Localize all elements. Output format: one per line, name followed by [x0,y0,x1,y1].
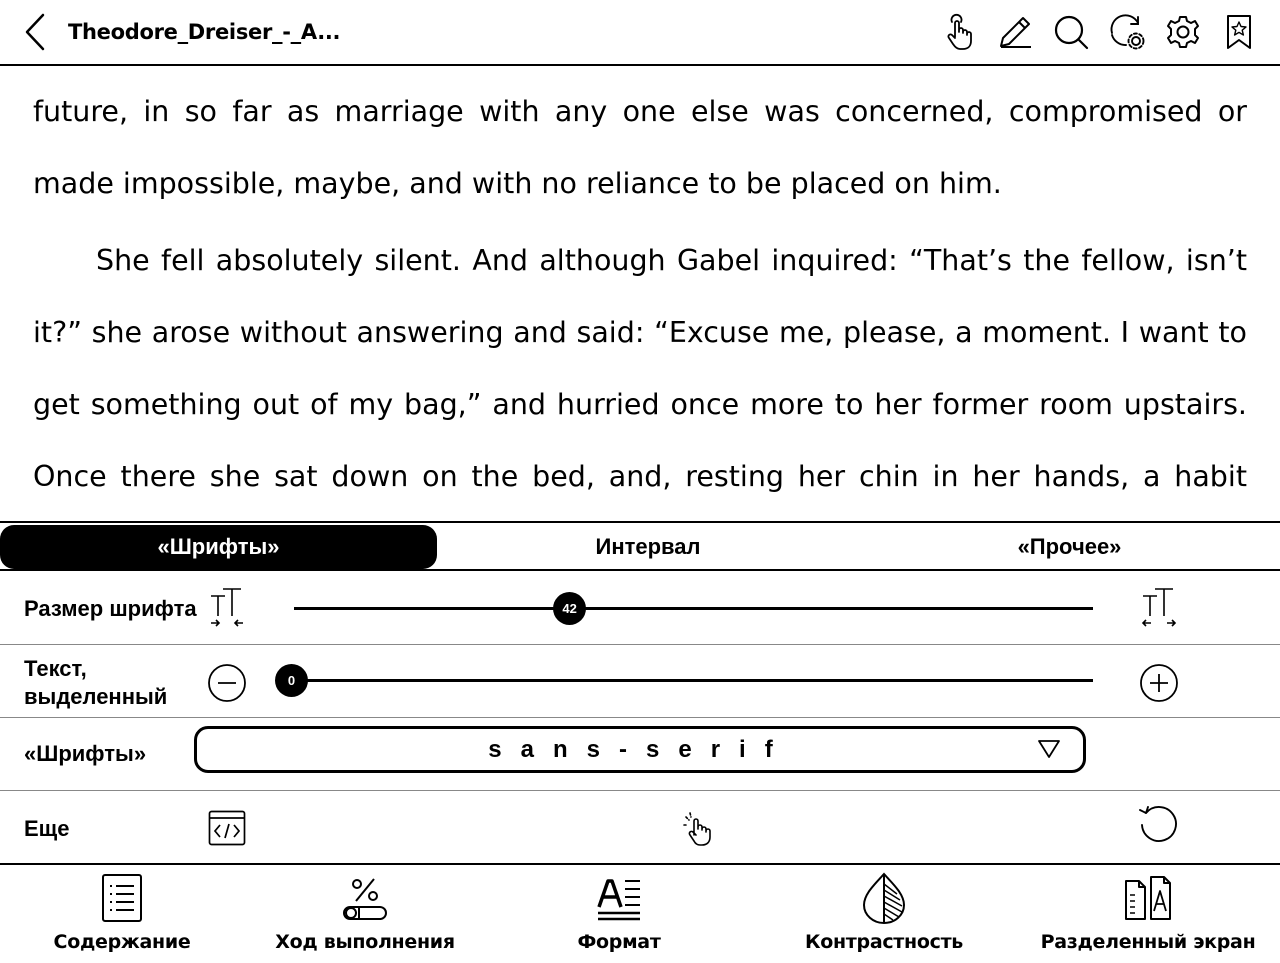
reading-area[interactable] [33,76,1247,585]
nav-split-screen[interactable] [1040,865,1256,963]
nav-progress-label: Ход выполнения [275,931,455,953]
reset-button[interactable] [1136,803,1180,847]
format-icon [596,875,642,921]
nav-split-screen-label: Разделенный экран [1040,931,1256,953]
bookmark-icon [1224,14,1254,50]
pen-icon [997,14,1033,50]
font-size-label: Размер шрифта [24,596,197,621]
bold-text-row [0,645,1280,718]
nav-contents[interactable] [52,865,192,963]
bold-decrease-button[interactable] [206,662,248,704]
bookmark-button[interactable] [1218,10,1260,54]
pen-button[interactable] [994,10,1036,54]
bold-increase-button[interactable] [1138,662,1180,704]
nav-contrast[interactable] [805,865,963,963]
nav-format-label: Формат [577,931,661,953]
format-settings-panel [0,521,1280,865]
top-bar [0,0,1280,66]
font-family-value: sans-serif [488,735,792,763]
code-icon [208,810,246,846]
tab-other[interactable]: «Прочее» [1017,534,1122,559]
tab-fonts[interactable]: «Шрифты» [0,525,437,569]
more-label: Еще [24,816,70,841]
bold-text-slider[interactable] [294,679,1093,682]
gear-icon [1165,14,1201,50]
progress-icon [341,875,389,921]
more-row [0,791,1280,865]
decrease-font-button[interactable] [206,585,248,629]
settings-button[interactable] [1162,10,1204,54]
font-family-label: «Шрифты» [24,741,147,766]
search-button[interactable] [1050,10,1092,54]
custom-css-button[interactable] [206,808,248,848]
back-button[interactable] [18,12,52,52]
nav-contents-label: Содержание [53,931,191,953]
font-size-row [0,571,1280,645]
touch-gesture-icon [680,809,716,847]
font-size-slider[interactable] [294,607,1093,610]
touch-icon [944,13,974,51]
touch-button[interactable] [938,10,980,54]
font-family-row [0,718,1280,791]
font-family-dropdown[interactable] [194,726,1086,773]
font-size-decrease-icon [207,586,247,628]
reset-icon [1137,804,1179,846]
plus-circle-icon [1139,663,1179,703]
contrast-icon [861,872,907,924]
split-screen-icon [1123,873,1173,923]
paragraph: She fell absolutely silent. And although Gabel inquired: “That’s the fellow, isn’t it?” she arose without answering and said: “Excuse me, please, a moment. I want to get something out of my bag,” and hurried once more to her former room upstairs. Once there she sat down on the bed, and, resting her chin in her hands, a habit [33,244,1247,493]
bold-text-label [24,655,167,711]
bold-text-slider-knob[interactable]: 0 [275,664,308,697]
nav-contrast-label: Контрастность [805,931,963,953]
bottom-nav [0,865,1280,963]
list-icon [101,873,143,923]
nav-progress[interactable] [275,865,455,963]
increase-font-button[interactable] [1138,585,1180,629]
dropdown-triangle-icon [1037,739,1061,759]
search-icon [1053,14,1089,50]
back-icon [24,13,46,51]
minus-circle-icon [207,663,247,703]
book-title: Theodore_Dreiser_-_A... [68,20,341,44]
bold-text-label-line1: Текст, [24,656,87,681]
font-size-increase-icon [1139,586,1179,628]
settings-tabs [0,523,1280,571]
tab-spacing[interactable]: Интервал [595,534,701,559]
font-size-slider-knob[interactable]: 42 [553,592,586,625]
paragraph: future, in so far as marriage with any one else was concerned, compromised or made impossible, maybe, and with no reliance to be placed on him. [33,95,1247,200]
nav-format[interactable] [560,865,678,963]
sync-settings-icon [1108,13,1146,51]
gesture-settings-button[interactable] [678,808,718,848]
sync-settings-button[interactable] [1106,10,1148,54]
bold-text-label-line2: выделенный [24,684,168,709]
